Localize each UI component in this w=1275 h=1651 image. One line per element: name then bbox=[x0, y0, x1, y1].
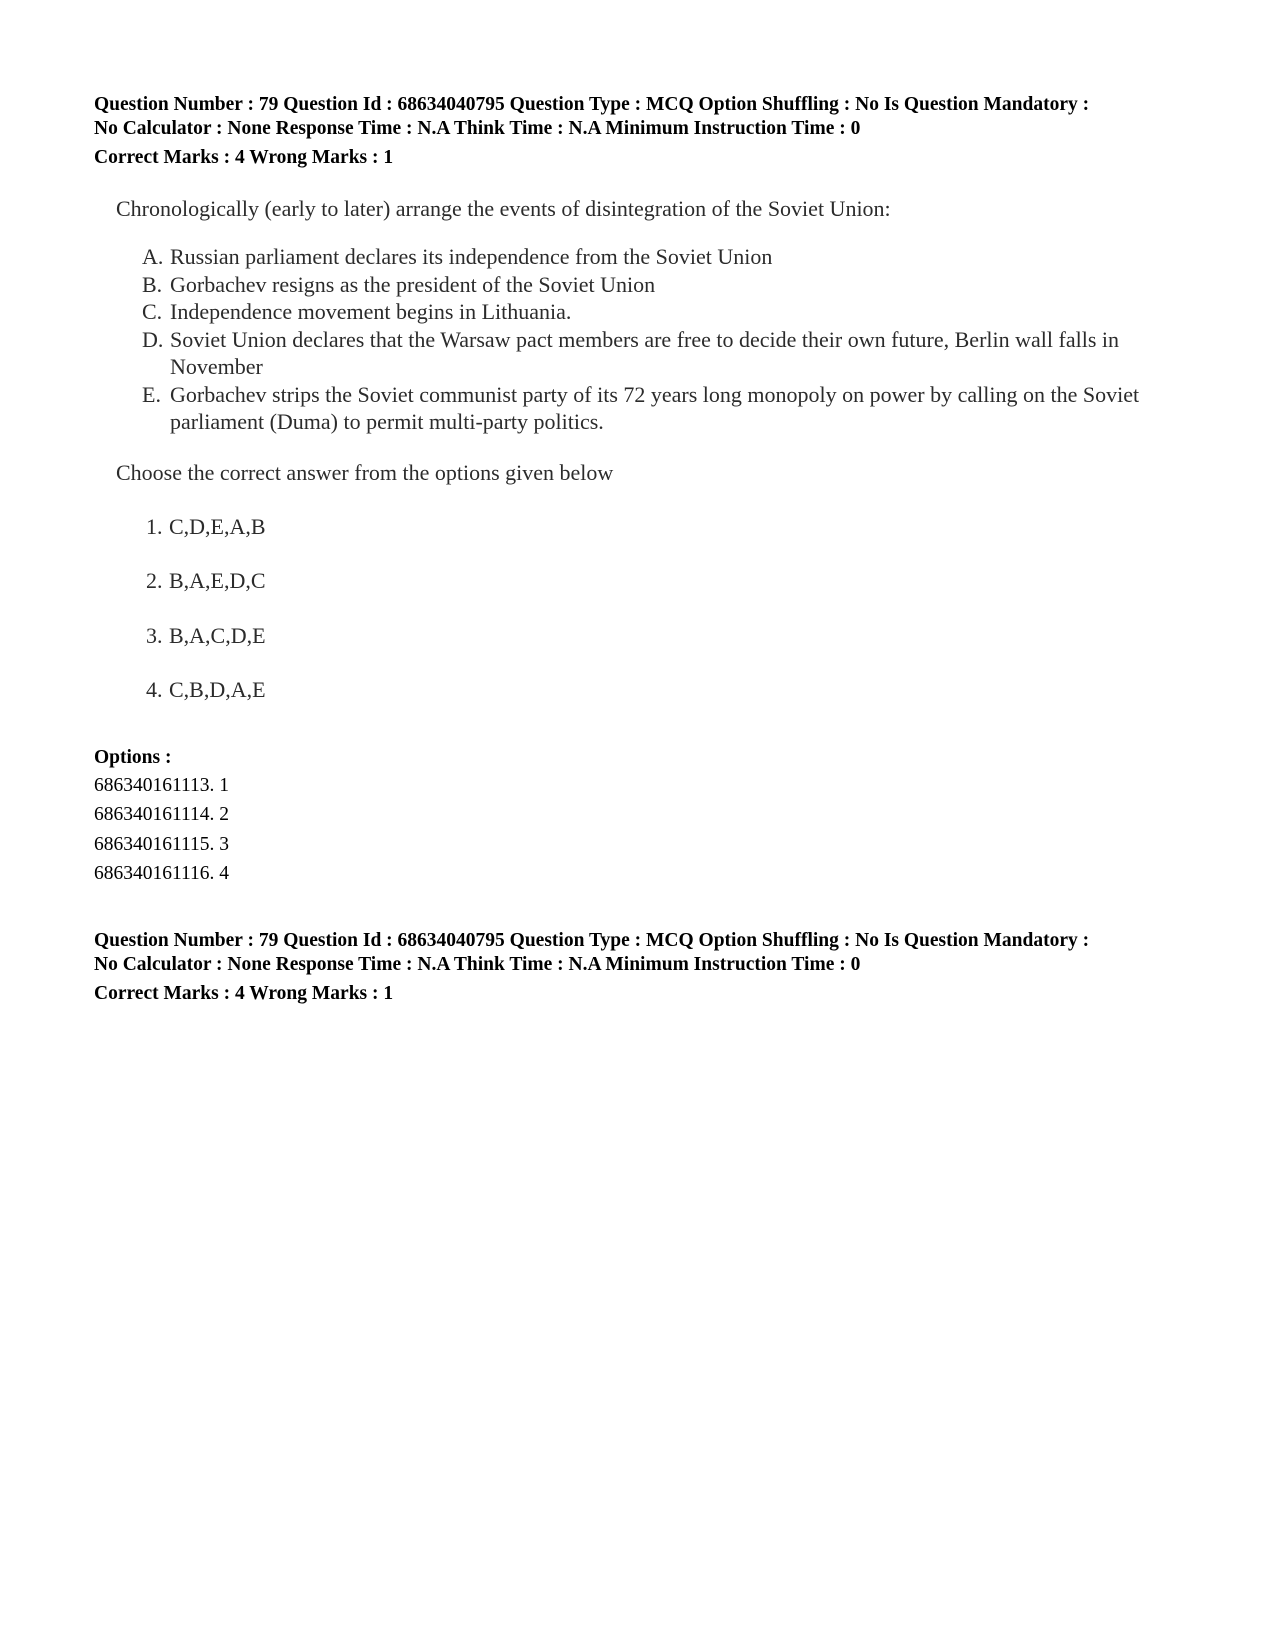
event-label: A. bbox=[142, 244, 164, 269]
question-header bbox=[94, 93, 1214, 170]
event-text: Gorbachev strips the Soviet communist party of its 72 years long monopoly on power by calling on the Soviet parliament (Duma) to permit multi-party politics. bbox=[170, 381, 1140, 434]
event-item bbox=[142, 381, 1196, 436]
header-line-1: Question Number : 79 Question Id : 68634040795 Question Type : MCQ Option Shuffling : No Is Question Mandatory : bbox=[94, 930, 1090, 951]
event-label: C. bbox=[142, 299, 163, 324]
choose-prompt: Choose the correct answer from the options given below bbox=[116, 459, 614, 485]
header-line-1: Question Number : 79 Question Id : 68634040795 Question Type : MCQ Option Shuffling : No Is Question Mandatory : bbox=[94, 94, 1090, 115]
event-text: Russian parliament declares its independence from the Soviet Union bbox=[170, 244, 773, 269]
event-label: B. bbox=[142, 271, 163, 297]
answer-text: B,A,C,D,E bbox=[169, 622, 266, 648]
event-list bbox=[116, 243, 1196, 436]
answer-choice bbox=[146, 622, 1196, 650]
header-line-2: No Calculator : None Response Time : N.A Think Time : N.A Minimum Instruction Time : 0 bbox=[94, 118, 861, 139]
event-text: Soviet Union declares that the Warsaw pact members are free to decide their own future, Berlin wall falls in November bbox=[170, 326, 1119, 379]
answer-number: 4. bbox=[146, 677, 163, 702]
marks-line: Correct Marks : 4 Wrong Marks : 1 bbox=[94, 147, 394, 168]
header-line-2: No Calculator : None Response Time : N.A Think Time : N.A Minimum Instruction Time : 0 bbox=[94, 954, 861, 975]
answer-choice-list bbox=[116, 513, 1196, 705]
answer-choice bbox=[146, 513, 1196, 541]
options-heading: Options : bbox=[94, 747, 172, 768]
options-block bbox=[94, 745, 229, 888]
event-label: D. bbox=[142, 326, 164, 352]
event-text: Gorbachev resigns as the president of the Soviet Union bbox=[170, 271, 656, 297]
event-label: E. bbox=[142, 381, 161, 407]
answer-choice bbox=[146, 676, 1196, 704]
answer-text: B,A,E,D,C bbox=[169, 568, 266, 593]
answer-choice bbox=[146, 567, 1196, 595]
event-text: Independence movement begins in Lithuania. bbox=[170, 299, 572, 324]
answer-text: C,D,E,A,B bbox=[169, 513, 266, 539]
event-item bbox=[142, 243, 1196, 271]
answer-number: 3. bbox=[146, 622, 163, 648]
event-item bbox=[142, 326, 1196, 381]
option-item: 686340161116. 4 bbox=[94, 862, 230, 884]
marks-line: Correct Marks : 4 Wrong Marks : 1 bbox=[94, 983, 394, 1004]
answer-number: 1. bbox=[146, 513, 163, 539]
event-item bbox=[142, 271, 1196, 299]
option-item: 686340161115. 3 bbox=[94, 833, 230, 855]
question-stem: Chronologically (early to later) arrange the events of disintegration of the Soviet Union: bbox=[116, 196, 891, 221]
answer-number: 2. bbox=[146, 568, 163, 593]
option-item: 686340161113. 1 bbox=[94, 775, 230, 796]
event-item bbox=[142, 298, 1196, 326]
question-body bbox=[116, 195, 1196, 731]
answer-text: C,B,D,A,E bbox=[169, 677, 266, 702]
question-header bbox=[94, 929, 1214, 1006]
option-item: 686340161114. 2 bbox=[94, 804, 230, 826]
